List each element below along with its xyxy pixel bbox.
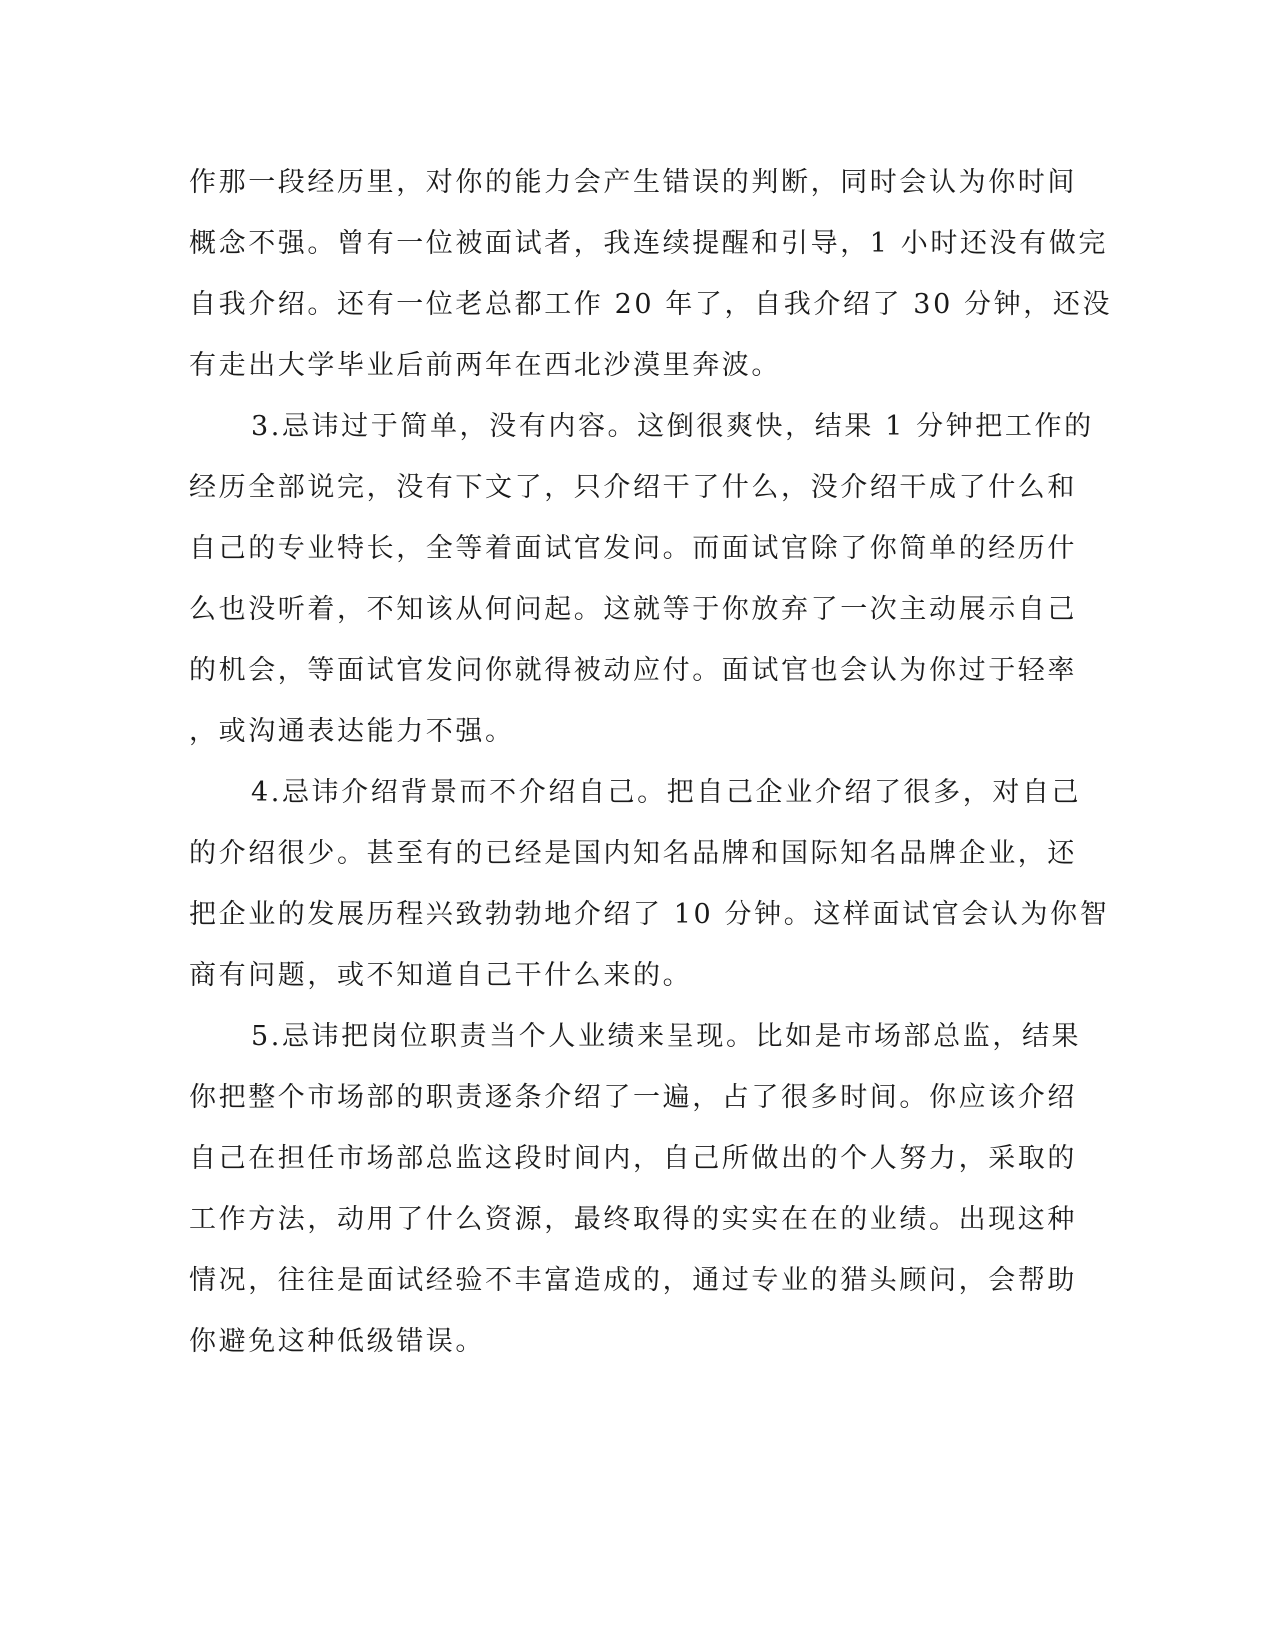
text-line: 5.忌讳把岗位职责当个人业绩来呈现。比如是市场部总监，结果 [251,1021,1082,1052]
text-line: 自己的专业特长，全等着面试官发问。而面试官除了你简单的经历什 [189,533,1077,564]
paragraph [189,396,1094,762]
text-line: 的机会，等面试官发问你就得被动应付。面试官也会认为你过于轻率 [189,655,1077,686]
text-line: 概念不强。曾有一位被面试者，我连续提醒和引导，1 小时还没有做完 [189,228,1108,259]
paragraph [189,762,1110,1006]
text-line: 作那一段经历里，对你的能力会产生错误的判断，同时会认为你时间 [189,167,1077,198]
text-line: 你把整个市场部的职责逐条介绍了一遍，占了很多时间。你应该介绍 [189,1082,1077,1113]
text-line: 4.忌讳介绍背景而不介绍自己。把自己企业介绍了很多，对自己 [251,777,1082,808]
text-line: 你避免这种低级错误。 [189,1326,485,1357]
text-line: 么也没听着，不知该从何问起。这就等于你放弃了一次主动展示自己 [189,594,1077,625]
text-line: 的介绍很少。甚至有的已经是国内知名品牌和国际知名品牌企业，还 [189,838,1077,869]
text-line: 把企业的发展历程兴致勃勃地介绍了 10 分钟。这样面试官会认为你智 [189,899,1110,930]
body-text [189,152,1113,1372]
text-line: 自我介绍。还有一位老总都工作 20 年了，自我介绍了 30 分钟，还没 [189,289,1113,320]
text-line: 经历全部说完，没有下文了，只介绍干了什么，没介绍干成了什么和 [189,472,1077,503]
text-line: 3.忌讳过于简单，没有内容。这倒很爽快，结果 1 分钟把工作的 [251,411,1094,442]
text-line: 情况，往往是面试经验不丰富造成的，通过专业的猎头顾问，会帮助 [189,1265,1077,1296]
text-line: 商有问题，或不知道自己干什么来的。 [189,960,693,991]
paragraph [189,1006,1089,1372]
paragraph [189,152,1113,396]
text-line: 工作方法，动用了什么资源，最终取得的实实在在的业绩。出现这种 [189,1204,1077,1235]
text-line: 自己在担任市场部总监这段时间内，自己所做出的个人努力，采取的 [189,1143,1077,1174]
text-line: 有走出大学毕业后前两年在西北沙漠里奔波。 [189,350,781,381]
text-line: ，或沟通表达能力不强。 [189,716,515,747]
